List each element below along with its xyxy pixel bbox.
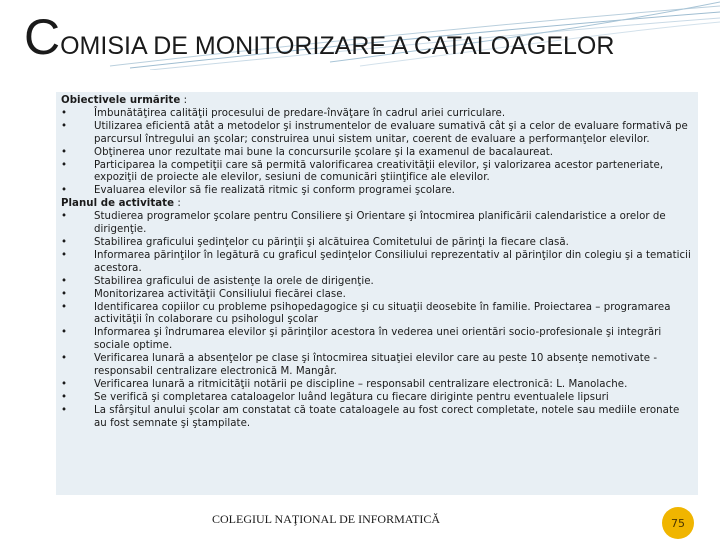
list-item-text: Se verifică şi completarea cataloagelor luând legătura cu fiecare diriginte pentru eventualele lipsuri	[94, 391, 609, 403]
list-item	[61, 379, 693, 392]
bullet-icon: •	[61, 211, 68, 223]
list-item-text: Verificarea lunară a absenţelor pe clase şi întocmirea situaţiei elevilor care au peste 10 absenţe nemotivate - responsabil centralizare electronică M. Mangâr.	[94, 353, 658, 378]
list-item	[61, 108, 693, 121]
bullet-icon: •	[61, 353, 68, 365]
objectives-heading: Obiectivele urmărite :	[61, 95, 188, 106]
list-item	[61, 302, 693, 328]
list-item-text: Îmbunătăţirea calităţii procesului de predare-învăţare în cadrul ariei curriculare.	[94, 107, 506, 119]
bullet-icon: •	[61, 185, 68, 197]
list-item-text: Monitorizarea activităţii Consiliului fiecărei clase.	[94, 288, 346, 300]
list-item	[61, 237, 693, 250]
activity-plan-heading: Planul de activitate :	[61, 198, 181, 210]
list-item-text: Evaluarea elevilor să fie realizată ritmic şi conform programei şcolare.	[94, 185, 455, 197]
title-first-letter: C	[24, 9, 61, 65]
list-item	[61, 327, 693, 353]
list-item-text: Verificarea lunară a ritmicităţii notării pe discipline – responsabil centralizare electronică: L. Manolache.	[94, 378, 628, 390]
list-item-text: Stabilirea graficului şedinţelor cu părinţii şi alcătuirea Comitetului de părinţi la fiecare clasă.	[94, 236, 569, 248]
bullet-icon: •	[61, 275, 68, 287]
objectives-list	[61, 108, 693, 198]
list-item-text: Utilizarea eficientă atât a metodelor şi instrumentelor de evaluare sumativă cât şi a celor de evaluare formativă pe parcursul întregului an şcolar; construirea unui sistem unitar, coerent de evaluare a performanţelor elevilor.	[94, 120, 688, 145]
list-item	[61, 353, 693, 379]
bullet-icon: •	[61, 301, 68, 313]
bullet-icon: •	[61, 391, 68, 403]
list-item-text: Obţinerea unor rezultate mai bune la concursurile şcolare şi la examenul de bacalaureat.	[94, 146, 554, 158]
list-item	[61, 250, 693, 276]
title-rest: OMISIA DE MONITORIZARE A CATALOAGELOR	[60, 32, 615, 60]
bullet-icon: •	[61, 236, 68, 248]
content-body	[61, 95, 693, 431]
bullet-icon: •	[61, 288, 68, 300]
list-item	[61, 211, 693, 237]
list-item-text: Informarea părinţilor în legătură cu graficul şedinţelor Consiliului reprezentativ al părinţilor din colegiu şi a tematicii acestora.	[94, 249, 691, 274]
bullet-icon: •	[61, 120, 68, 132]
list-item	[61, 289, 693, 302]
bullet-icon: •	[61, 378, 68, 390]
bullet-icon: •	[61, 159, 68, 171]
page-title	[24, 8, 614, 66]
activity-plan-list	[61, 211, 693, 430]
page-number-badge: 75	[662, 507, 694, 539]
bullet-icon: •	[61, 404, 68, 416]
list-item	[61, 392, 693, 405]
bullet-icon: •	[61, 146, 68, 158]
list-item-text: Studierea programelor şcolare pentru Consiliere şi Orientare şi întocmirea planificării calendaristice a orelor de dirigenţie.	[94, 211, 666, 236]
list-item	[61, 405, 693, 431]
list-item	[61, 276, 693, 289]
list-item-text: Informarea şi îndrumarea elevilor şi părinţilor acestora în vederea unei orientări socio-profesionale şi integrări sociale optime.	[94, 327, 662, 352]
list-item	[61, 147, 693, 160]
bullet-icon: •	[61, 327, 68, 339]
list-item	[61, 160, 693, 186]
bullet-icon: •	[61, 249, 68, 261]
list-item	[61, 121, 693, 147]
list-item	[61, 185, 693, 198]
list-item-text: Stabilirea graficului de asistenţe la orele de dirigenţie.	[94, 275, 374, 287]
footer-institution: COLEGIUL NAŢIONAL DE INFORMATICĂ	[212, 512, 441, 526]
bullet-icon: •	[61, 107, 68, 119]
list-item-text: Identificarea copiilor cu probleme psihopedagogice şi cu situaţii deosebite în familie. Proiectarea – programarea activităţii în colaborare cu psihologul şcolar	[94, 301, 671, 326]
list-item-text: Participarea la competiţii care să permită valorificarea creativităţii elevilor, şi valorizarea acestor parteneriate, expoziţii de proiecte ale elevilor, sesiuni de comunicări ştiinţifice ale elevilor.	[94, 159, 664, 184]
list-item-text: La sfârşitul anului şcolar am constatat că toate cataloagele au fost corect completate, notele sau mediile eronate au fost semnate şi ştampilate.	[94, 404, 680, 429]
